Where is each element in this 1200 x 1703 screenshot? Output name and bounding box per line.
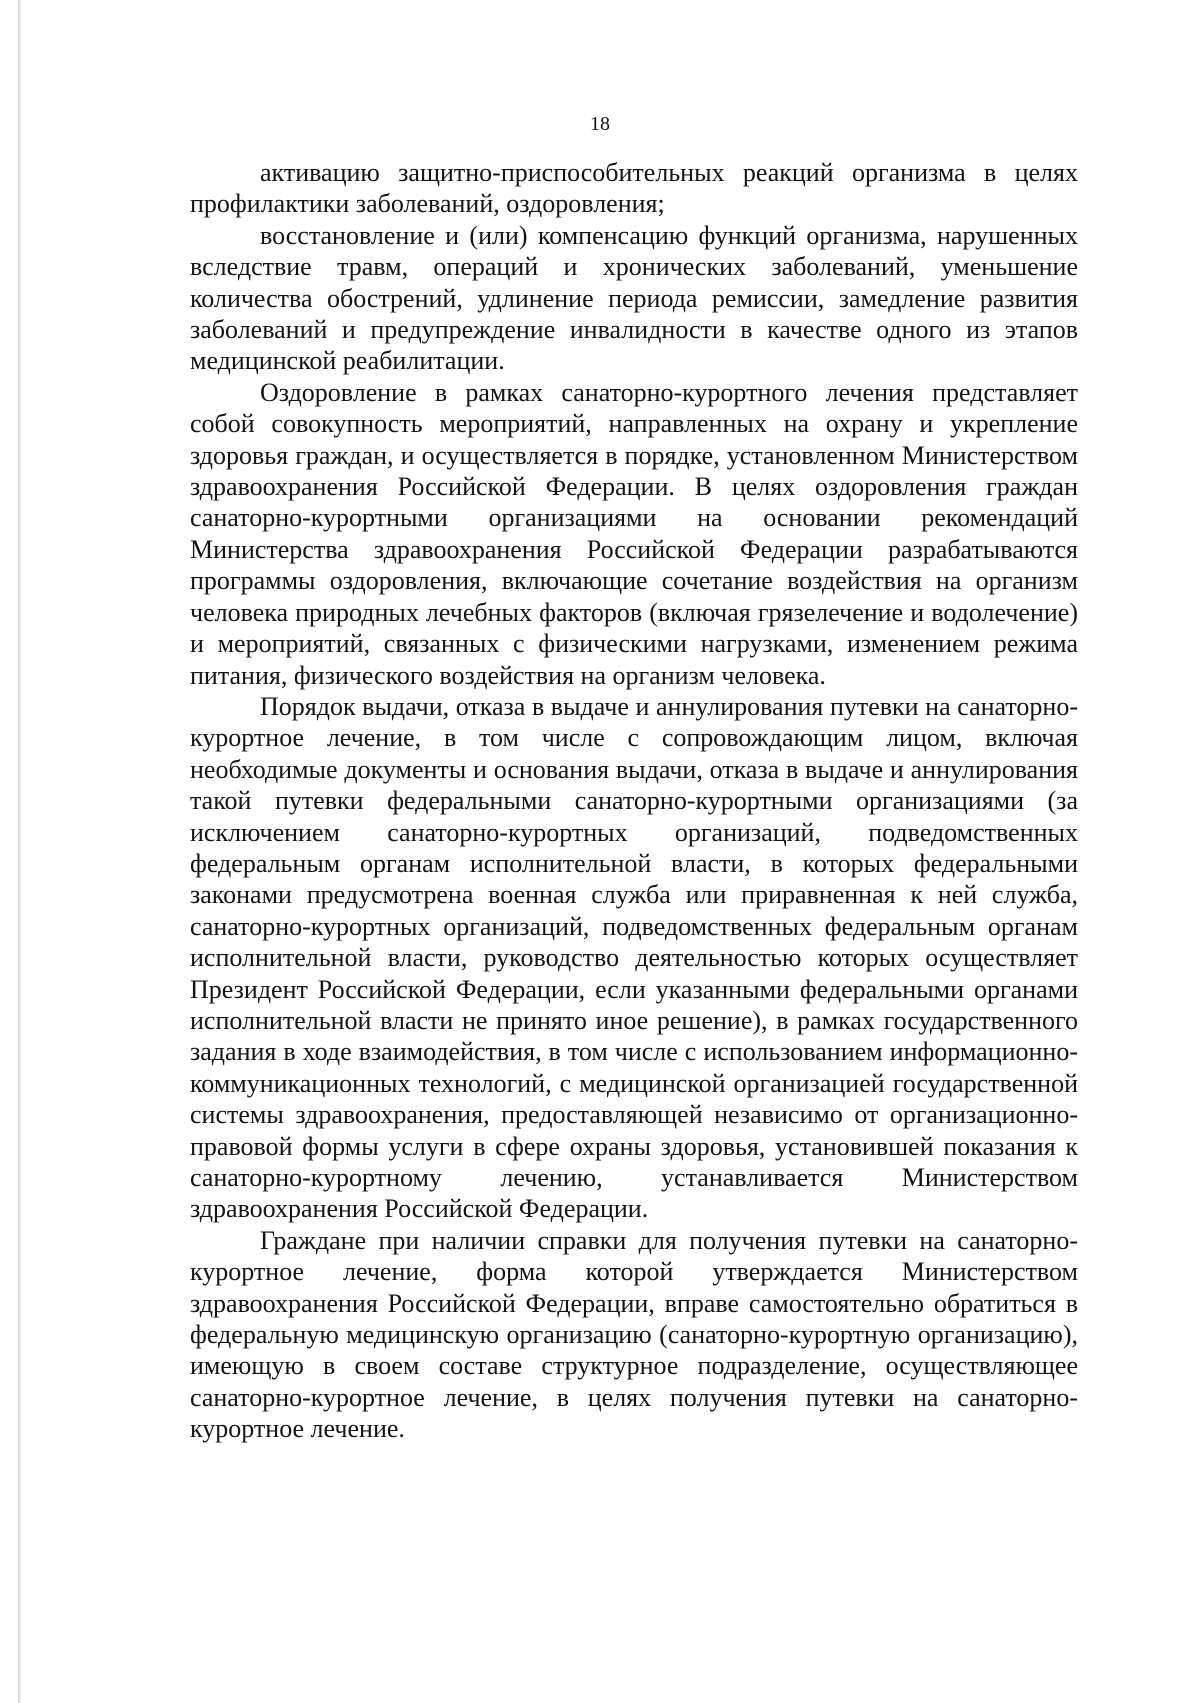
scan-edge — [18, 0, 21, 1703]
document-body — [190, 157, 1078, 1445]
paragraph-3: Оздоровление в рамках санаторно-курортного лечения представляет собой совокупность мероприятий, направленных на охрану и укрепление здоровья граждан, и осуществляется в порядке, установленном Министерством здравоохранения Российской Федерации. В целях оздоровления граждан санаторно-курортными организациями на основании рекомендаций Министерства здравоохранения Российской Федерации разрабатываются программы оздоровления, включающие сочетание воздействия на организм человека природных лечебных факторов (включая грязелечение и водолечение) и мероприятий, связанных с физическими нагрузками, изменением режима питания, физического воздействия на организм человека. — [190, 377, 1078, 690]
page-number: 18 — [590, 113, 610, 135]
paragraph-5: Граждане при наличии справки для получения путевки на санаторно-курортное лечение, форма которой утверждается Министерством здравоохранения Российской Федерации, вправе самостоятельно обратиться в федеральную медицинскую организацию (санаторно-курортную организацию), имеющую в своем составе структурное подразделение, осуществляющее санаторно-курортное лечение, в целях получения путевки на санаторно-курортное лечение. — [190, 1225, 1078, 1444]
paragraph-1: активацию защитно-приспособительных реакций организма в целях профилактики заболеваний, оздоровления; — [190, 158, 1078, 219]
paragraph-4: Порядок выдачи, отказа в выдаче и аннулирования путевки на санаторно-курортное лечение, в том числе с сопровождающим лицом, включая необходимые документы и основания выдачи, отказа в выдаче и аннулирования такой путевки федеральными санаторно-курортными организациями (за исключением санаторно-курортных организаций, подведомственных федеральным органам исполнительной власти, в которых федеральными законами предусмотрена военная служба или приравненная к ней служба, санаторно-курортных организаций, подведомственных федеральным органам исполнительной власти, руководство деятельностью которых осуществляет Президент Российской Федерации, если указанными федеральными органами исполнительной власти не принято иное решение), в рамках государственного задания в ходе взаимодействия, в том числе с использованием информационно-коммуникационных технологий, с медицинской организацией государственной системы здравоохранения, предоставляющей независимо от организационно-правовой формы услуги в сфере охраны здоровья, установившей показания к санаторно-курортному лечению, устанавливается Министерством здравоохранения Российской Федерации. — [190, 691, 1078, 1224]
paragraph-2: восстановление и (или) компенсацию функций организма, нарушенных вследствие травм, операций и хронических заболеваний, уменьшение количества обострений, удлинение периода ремиссии, замедление развития заболеваний и предупреждение инвалидности в качестве одного из этапов медицинской реабилитации. — [190, 220, 1078, 376]
